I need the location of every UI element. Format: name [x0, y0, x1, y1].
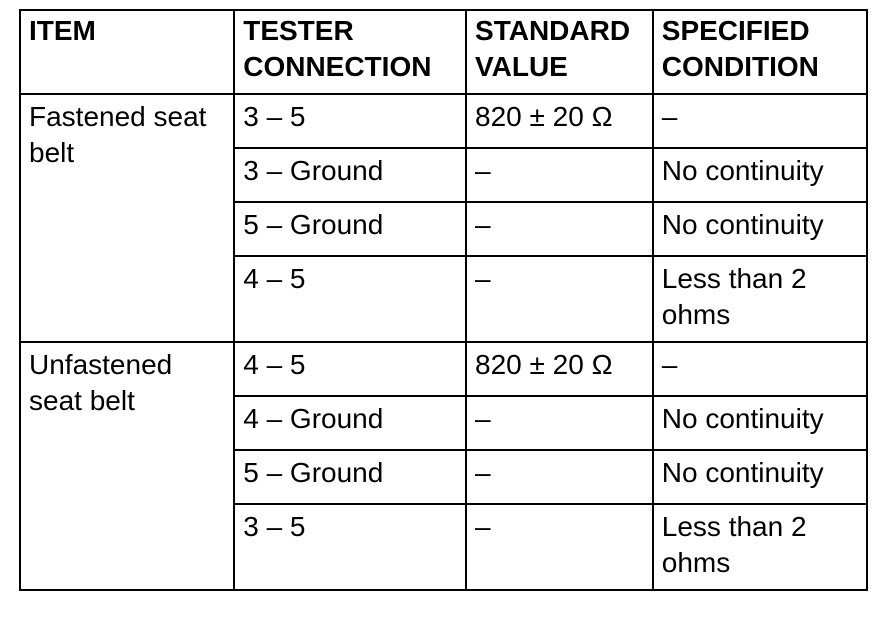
connection-cell: 4 – 5	[234, 342, 466, 396]
standard-value-cell: –	[466, 148, 653, 202]
connection-cell: 5 – Ground	[234, 202, 466, 256]
standard-value-cell: 820 ± 20 Ω	[466, 94, 653, 148]
standard-value-cell: –	[466, 396, 653, 450]
item-cell-fastened: Fastened seat belt	[20, 94, 234, 342]
connection-cell: 3 – Ground	[234, 148, 466, 202]
connection-cell: 4 – 5	[234, 256, 466, 342]
condition-cell: Less than 2 ohms	[653, 504, 867, 590]
header-item: ITEM	[20, 10, 234, 94]
condition-cell: No continuity	[653, 450, 867, 504]
condition-cell: –	[653, 94, 867, 148]
connection-cell: 3 – 5	[234, 94, 466, 148]
connection-cell: 3 – 5	[234, 504, 466, 590]
condition-cell: No continuity	[653, 396, 867, 450]
table-row	[20, 342, 867, 396]
standard-value-cell: –	[466, 202, 653, 256]
item-cell-unfastened: Unfastened seat belt	[20, 342, 234, 590]
seat-belt-switch-spec-table	[19, 9, 868, 591]
connection-cell: 4 – Ground	[234, 396, 466, 450]
condition-cell: No continuity	[653, 202, 867, 256]
header-standard-value: STANDARD VALUE	[466, 10, 653, 94]
standard-value-cell: –	[466, 256, 653, 342]
standard-value-cell: 820 ± 20 Ω	[466, 342, 653, 396]
standard-value-cell: –	[466, 504, 653, 590]
header-tester-connection: TESTER CONNECTION	[234, 10, 466, 94]
condition-cell: Less than 2 ohms	[653, 256, 867, 342]
connection-cell: 5 – Ground	[234, 450, 466, 504]
header-specified-condition: SPECIFIED CONDITION	[653, 10, 867, 94]
table-row	[20, 94, 867, 148]
condition-cell: –	[653, 342, 867, 396]
header-row	[20, 10, 867, 94]
standard-value-cell: –	[466, 450, 653, 504]
condition-cell: No continuity	[653, 148, 867, 202]
